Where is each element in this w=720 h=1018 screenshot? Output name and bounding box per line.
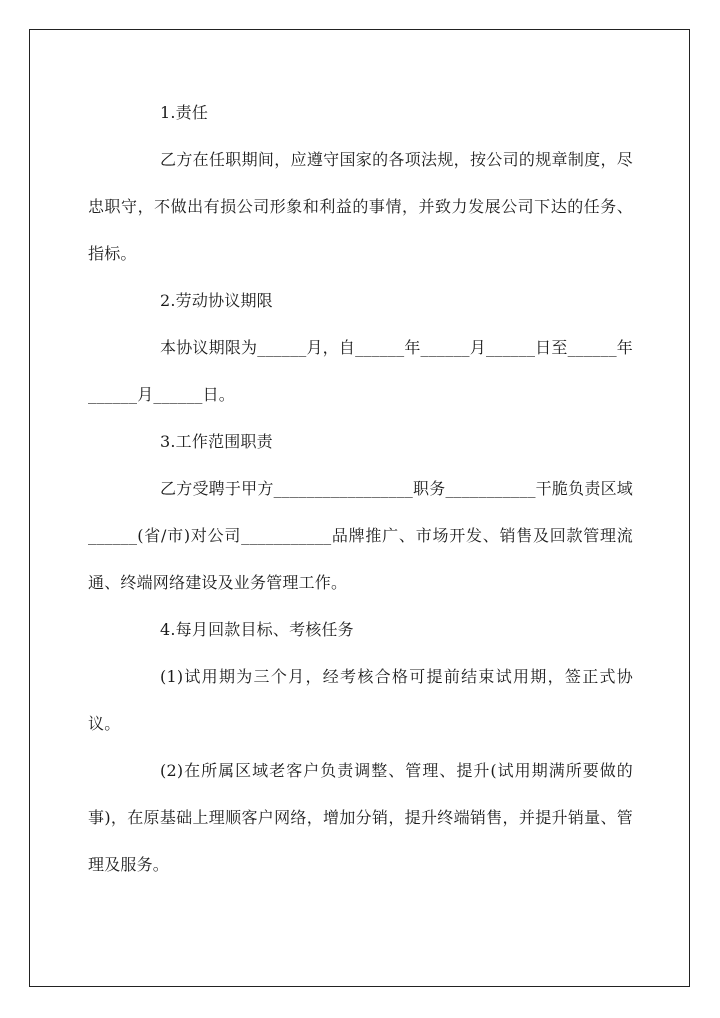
section-heading-monthly-targets: 4.每月回款目标、考核任务 xyxy=(160,620,354,639)
section-heading-contract-term: 2.劳动协议期限 xyxy=(160,291,273,310)
paragraph-job-scope-body: 乙方受聘于甲方_________________职务___________干脆负责区域______(省/市)对公司___________品牌推广、市场开发、销售及回款管理流通、终端网络建设及业务管理工作。 xyxy=(88,479,633,592)
document-body xyxy=(88,89,633,888)
paragraph-contract-term-body: 本协议期限为______月，自______年______月______日至______年______月______日。 xyxy=(88,338,633,404)
paragraph-responsibility-body: 乙方在任职期间，应遵守国家的各项法规，按公司的规章制度，尽忠职守，不做出有损公司形象和利益的事情，并致力发展公司下达的任务、指标。 xyxy=(88,150,633,263)
paragraph-target-item-1: (1)试用期为三个月，经考核合格可提前结束试用期，签正式协议。 xyxy=(88,667,633,733)
section-heading-responsibility: 1.责任 xyxy=(160,103,209,122)
section-heading-job-scope: 3.工作范围职责 xyxy=(160,432,273,451)
paragraph-target-item-2: (2)在所属区域老客户负责调整、管理、提升(试用期满所要做的事)，在原基础上理顺客户网络，增加分销，提升终端销售，并提升销量、管理及服务。 xyxy=(88,761,633,874)
